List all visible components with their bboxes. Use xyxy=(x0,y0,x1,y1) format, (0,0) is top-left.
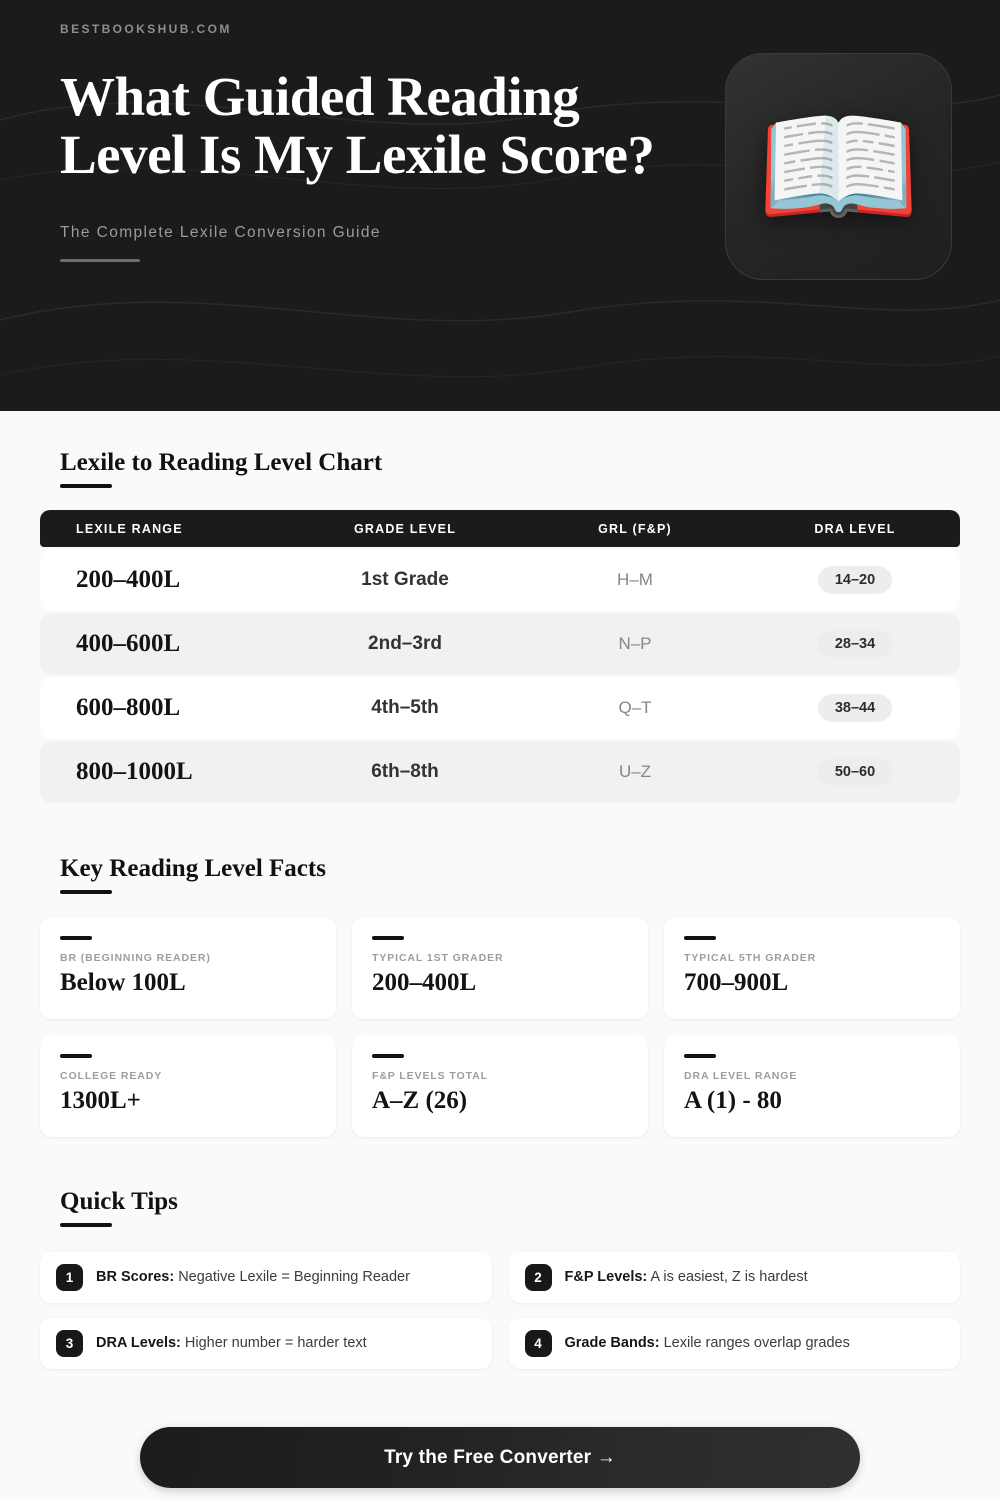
fact-label: F&P LEVELS TOTAL xyxy=(372,1070,488,1082)
cell-lexile-range: 600–800L xyxy=(76,694,181,721)
facts-section-heading-text: Key Reading Level Facts xyxy=(60,855,326,882)
heading-underline-bar xyxy=(60,890,112,894)
accent-dash-icon xyxy=(372,1054,404,1058)
fact-value: A–Z (26) xyxy=(372,1087,468,1114)
lexile-conversion-table xyxy=(40,510,960,803)
open-book-icon: 📖 xyxy=(756,92,921,240)
heading-underline-bar xyxy=(60,484,112,488)
accent-dash-icon xyxy=(60,1054,92,1058)
fact-card xyxy=(664,1035,960,1137)
tip-term: F&P Levels: xyxy=(564,1269,648,1285)
tip-text xyxy=(96,1268,410,1287)
cell-grl: Q–T xyxy=(618,698,652,717)
table-header-row xyxy=(40,510,960,547)
tip-card xyxy=(40,1318,492,1369)
tip-description: A is easiest, Z is hardest xyxy=(647,1269,808,1285)
accent-dash-icon xyxy=(684,1054,716,1058)
fact-value: 1300L+ xyxy=(60,1087,141,1114)
cell-dra-level xyxy=(750,758,960,786)
cell-dra-level xyxy=(750,566,960,594)
tip-number-badge: 4 xyxy=(525,1330,552,1357)
page-title: What Guided Reading Level Is My Lexile Score? xyxy=(60,66,655,185)
cell-dra-level xyxy=(750,630,960,658)
chart-section-heading xyxy=(40,449,960,477)
site-name: BESTBOOKSHUB.COM xyxy=(60,22,232,36)
cell-grade-level: 6th–8th xyxy=(371,761,439,782)
cell-lexile-range: 400–600L xyxy=(76,630,181,657)
table-row xyxy=(40,677,960,739)
tip-card xyxy=(509,1252,961,1303)
column-header-lexile-range: LEXILE RANGE xyxy=(76,521,183,536)
fact-label: BR (BEGINNING READER) xyxy=(60,952,211,964)
status-badge: 38–44 xyxy=(818,694,892,722)
cell-grade-level: 1st Grade xyxy=(361,569,449,590)
tip-card xyxy=(509,1318,961,1369)
status-badge: 14–20 xyxy=(818,566,892,594)
accent-dash-icon xyxy=(684,936,716,940)
hero-header xyxy=(0,0,1000,411)
tip-term: BR Scores: xyxy=(96,1269,175,1285)
table-row xyxy=(40,741,960,803)
fact-value: A (1) - 80 xyxy=(684,1087,782,1114)
fact-card xyxy=(352,917,648,1019)
heading-underline-bar xyxy=(60,1223,112,1227)
try-free-converter-button[interactable]: Try the Free Converter → xyxy=(140,1427,860,1488)
cell-grade-level: 4th–5th xyxy=(371,697,439,718)
table-row xyxy=(40,549,960,611)
tip-number-badge: 2 xyxy=(525,1264,552,1291)
column-header-grl: GRL (F&P) xyxy=(598,521,672,536)
tip-description: Lexile ranges overlap grades xyxy=(659,1335,850,1351)
tip-term: DRA Levels: xyxy=(96,1335,181,1351)
fact-card xyxy=(664,917,960,1019)
chart-section-heading-text: Lexile to Reading Level Chart xyxy=(60,449,383,476)
fact-label: TYPICAL 1ST GRADER xyxy=(372,952,504,964)
tip-term: Grade Bands: xyxy=(564,1335,660,1351)
status-badge: 28–34 xyxy=(818,630,892,658)
cell-dra-level xyxy=(750,694,960,722)
cell-lexile-range: 800–1000L xyxy=(76,758,193,785)
tips-section-heading xyxy=(40,1188,960,1216)
cell-grl: N–P xyxy=(618,634,652,653)
facts-card-grid xyxy=(40,917,960,1137)
fact-card xyxy=(352,1035,648,1137)
subtitle-rule xyxy=(60,259,140,262)
fact-value: Below 100L xyxy=(60,969,186,996)
cta-container xyxy=(40,1427,960,1488)
cell-lexile-range: 200–400L xyxy=(76,566,181,593)
page-subtitle: The Complete Lexile Conversion Guide xyxy=(60,224,381,241)
fact-label: DRA LEVEL RANGE xyxy=(684,1070,798,1082)
table-row xyxy=(40,613,960,675)
facts-section-heading xyxy=(40,855,960,883)
status-badge: 50–60 xyxy=(818,758,892,786)
fact-value: 700–900L xyxy=(684,969,789,996)
tip-number-badge: 1 xyxy=(56,1264,83,1291)
accent-dash-icon xyxy=(60,936,92,940)
fact-label: TYPICAL 5TH GRADER xyxy=(684,952,817,964)
tips-section-heading-text: Quick Tips xyxy=(60,1188,178,1215)
tip-card xyxy=(40,1252,492,1303)
tip-text xyxy=(565,1268,808,1287)
open-book-icon-tile xyxy=(725,53,952,280)
accent-dash-icon xyxy=(372,936,404,940)
tips-card-grid xyxy=(40,1252,960,1369)
cell-grl: H–M xyxy=(617,570,653,589)
cell-grl: U–Z xyxy=(618,762,652,781)
column-header-dra-level: DRA LEVEL xyxy=(814,521,896,536)
fact-label: COLLEGE READY xyxy=(60,1070,163,1082)
fact-value: 200–400L xyxy=(372,969,477,996)
tip-description: Negative Lexile = Beginning Reader xyxy=(174,1269,410,1285)
fact-card xyxy=(40,917,336,1019)
tip-description: Higher number = harder text xyxy=(180,1335,367,1351)
tip-text xyxy=(565,1334,850,1353)
cell-grade-level: 2nd–3rd xyxy=(368,633,442,654)
fact-card xyxy=(40,1035,336,1137)
tip-number-badge: 3 xyxy=(56,1330,83,1357)
tip-text xyxy=(96,1334,367,1353)
main-content xyxy=(0,449,1000,1488)
column-header-grade-level: GRADE LEVEL xyxy=(353,521,457,536)
